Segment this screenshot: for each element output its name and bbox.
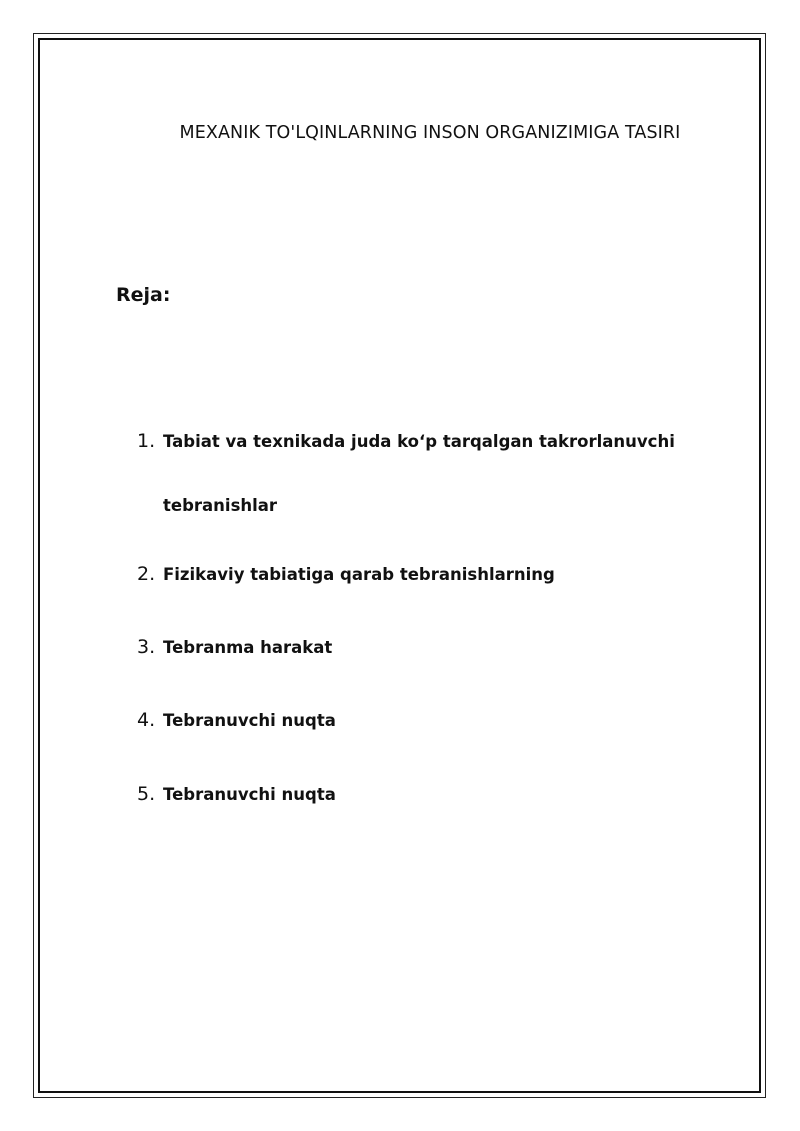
plan-item-number: 5. xyxy=(137,783,156,805)
plan-item-number: 4. xyxy=(137,709,156,731)
plan-item-text: Fizikaviy tabiatiga qarab tebranishlarning xyxy=(163,565,555,584)
plan-item-text: Tebranuvchi nuqta xyxy=(163,711,336,730)
plan-item-number: 2. xyxy=(137,563,156,585)
plan-item-number: 3. xyxy=(137,636,156,658)
plan-item-number: 1. xyxy=(137,430,156,452)
plan-item-text: Tabiat va texnikada juda ko‘p tarqalgan takrorlanuvchi xyxy=(163,432,675,451)
plan-heading: Reja: xyxy=(116,284,171,306)
plan-item-text: Tebranma harakat xyxy=(163,638,333,657)
plan-item-text-continued: tebranishlar xyxy=(163,496,278,515)
plan-item-text: Tebranuvchi nuqta xyxy=(163,785,336,804)
document-title: MEXANIK TO'LQINLARNING INSON ORGANIZIMIGA TASIRI xyxy=(179,123,681,143)
